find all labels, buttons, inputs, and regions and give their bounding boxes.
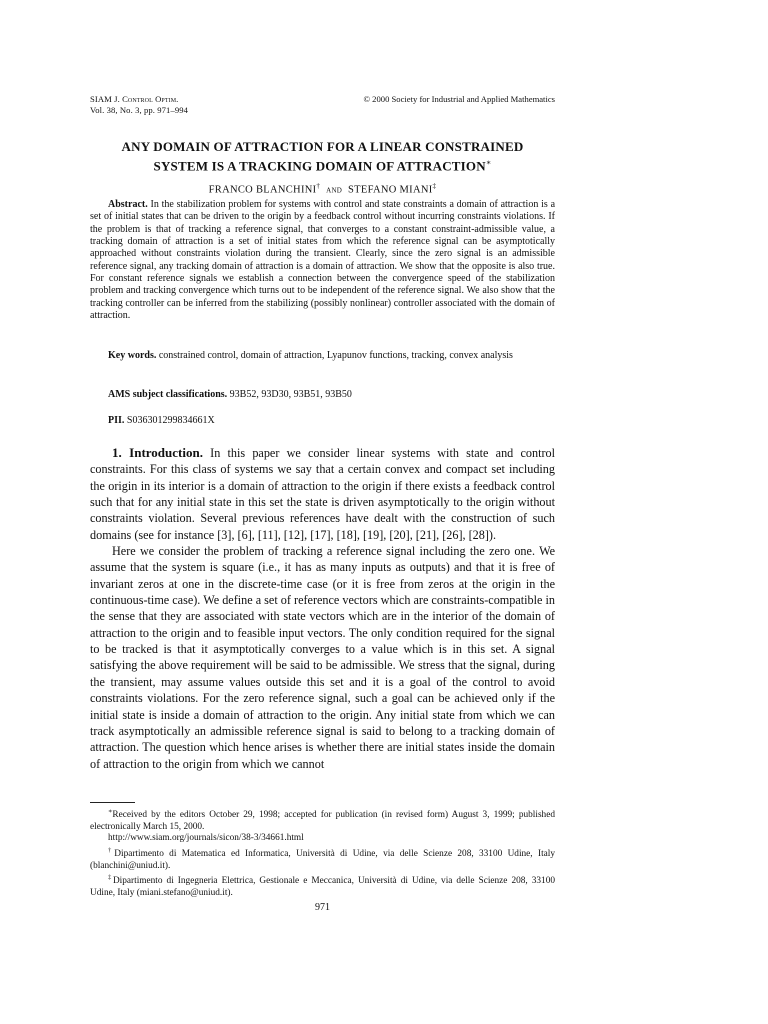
footnote-rule bbox=[90, 802, 135, 803]
journal-line-1: SIAM J. Control Optim. bbox=[90, 94, 179, 104]
paper-title bbox=[90, 139, 555, 174]
footnotes bbox=[90, 806, 555, 899]
author-2-mark: ‡ bbox=[432, 182, 437, 190]
footnote-1: ∗Received by the editors October 29, 1998; accepted for publication (in revised form) August 3, 1999; published electronically March 15, 2000. bbox=[90, 808, 555, 832]
keywords bbox=[90, 350, 555, 362]
author-1: FRANCO BLANCHINI bbox=[208, 184, 317, 196]
title-line-1: ANY DOMAIN OF ATTRACTION FOR A LINEAR CONSTRAINED bbox=[121, 139, 524, 154]
abstract bbox=[90, 199, 555, 322]
author-1-mark: † bbox=[316, 182, 321, 190]
journal-line-2: Vol. 38, No. 3, pp. 971–994 bbox=[90, 105, 189, 115]
paragraph-1: 1. Introduction. In this paper we consider linear systems with state and control constraints. For this class of systems we say that a certain convex and compact set including the origin in its interior is a domain of attraction to the origin if there exists a feedback control such that for any initial state in this set the state is driven asymptotically to the origin without constraints violation. Several previous references have dealt with the construction of such domains (see for instance [3], [6], [11], [12], [17], [18], [19], [20], [21], [26], [28]). bbox=[90, 445, 555, 542]
keywords-text: constrained control, domain of attraction, Lyapunov functions, tracking, convex analysis bbox=[158, 350, 513, 361]
ams-classifications bbox=[108, 389, 352, 401]
author-conjunction: and bbox=[326, 184, 343, 196]
section-heading: 1. Introduction. bbox=[112, 445, 203, 460]
body-text bbox=[90, 445, 555, 772]
abstract-label: Abstract. bbox=[108, 199, 148, 210]
keywords-label: Key words. bbox=[108, 350, 157, 361]
footnote-3: ‡Dipartimento di Ingegneria Elettrica, Gestionale e Meccanica, Università di Udine, via delle Scienze 208, 33100 Udine, Italy (miani.stefano@uniud.it). bbox=[90, 874, 555, 898]
title-line-2: SYSTEM IS A TRACKING DOMAIN OF ATTRACTION∗ bbox=[153, 158, 492, 174]
journal-abbrev: Control Optim. bbox=[122, 94, 179, 104]
page-number: 971 bbox=[315, 902, 330, 913]
author-list bbox=[90, 180, 555, 197]
journal-citation bbox=[90, 94, 188, 116]
paragraph-2: Here we consider the problem of tracking a reference signal including the zero one. We assume that the system is square (i.e., it has as many inputs as outputs) and that it is free of invariant zeros at one in the discrete-time case (or it is free from zeros at the origin in the continuous-time case). We define a set of reference vectors which are constraints-compatible in the sense that they are associated with state vectors which are in the interior of the domain of attraction to the origin and to feasible input vectors. The only condition required for the signal to be tracked is that it asymptotically converges to a value which is in this set. A signal satisfying the above requirement will be said to be admissible. We stress that the signal, during the transient, may assume values outside this set and it is a goal of the control to avoid constraints violations. For the zero reference signal, such a goal can be achieved only if the initial state is inside a domain of attraction to the origin. Any initial state from which we can track asymptotically an admissible reference signal is said to belong to a tracking domain of attraction. The question which hence arises is whether there are initial states inside the domain of attraction to the origin from which we cannot bbox=[90, 544, 555, 771]
title-footnote-mark: ∗ bbox=[485, 158, 492, 167]
copyright-notice: © 2000 Society for Industrial and Applied Mathematics bbox=[363, 94, 555, 104]
author-2: STEFANO MIANI bbox=[348, 184, 433, 196]
pii bbox=[108, 415, 215, 427]
abstract-text: In the stabilization problem for systems with control and state constraints a domain of attraction is a set of initial states that can be driven to the origin by a feedback control without incurring constraints violations. If the problem is that of tracking a reference signal, that converges to a constant constraint-admissible value, a tracking domain of attraction is a set of initial states from which the reference signal can be asymptotically approached without constraints violation during the transient. Clearly, since the zero signal is an admissible reference signal, any tracking domain of attraction is a domain of attraction. We show that the opposite is also true. For constant reference signals we establish a connection between the convergence speed of the stabilization problem and tracking convergence which turns out to be independent of the reference signal. We also show that the tracking controller can be inferred from the stabilizing (possibly nonlinear) controller associated with the domain of attraction. bbox=[90, 199, 556, 322]
ams-label: AMS subject classifications. bbox=[108, 389, 228, 400]
footnote-2: †Dipartimento di Matematica ed Informatica, Università di Udine, via delle Scienze 208, 33100 Udine, Italy (blanchini@uniud.it). bbox=[90, 846, 556, 871]
footnote-1-url[interactable]: http://www.siam.org/journals/sicon/38-3/34661.html bbox=[108, 833, 304, 844]
pii-text: S036301299834661X bbox=[126, 415, 215, 426]
pii-label: PII. bbox=[108, 415, 125, 426]
ams-text: 93B52, 93D30, 93B51, 93B50 bbox=[229, 389, 352, 400]
